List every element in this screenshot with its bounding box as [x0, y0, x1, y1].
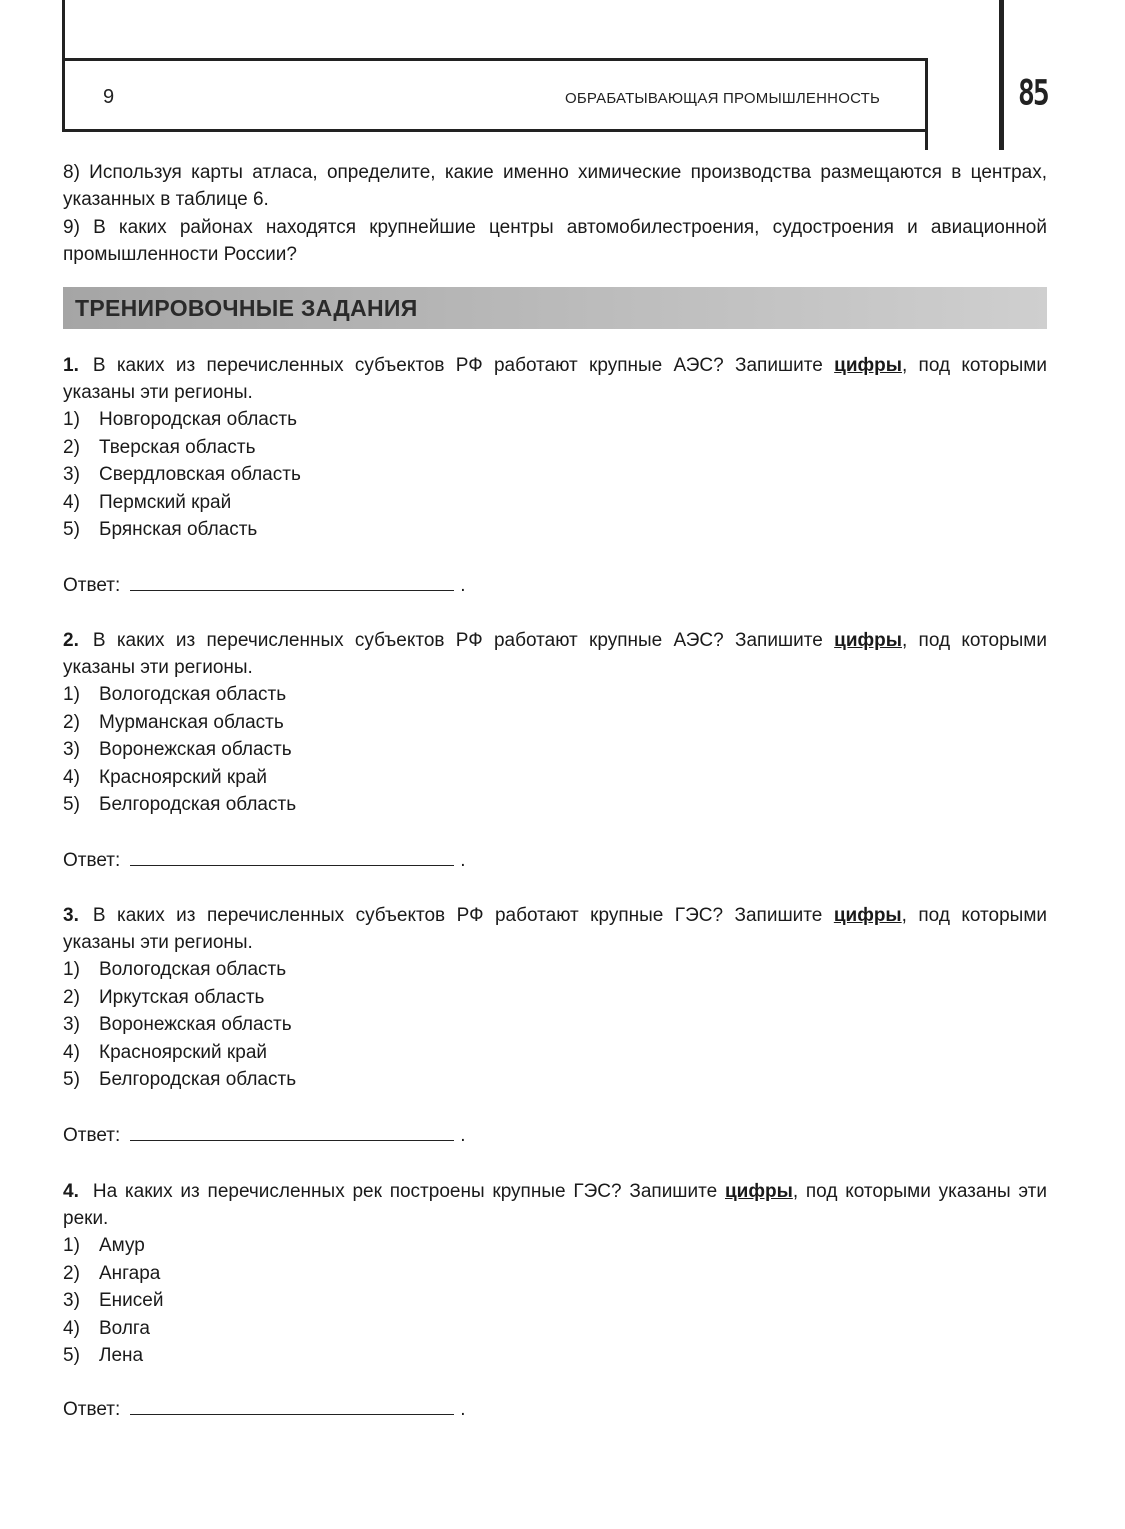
- option-number: 2): [63, 1262, 80, 1284]
- answer-line[interactable]: [130, 573, 454, 591]
- option-item: [63, 461, 1047, 489]
- option-number: 2): [63, 986, 80, 1008]
- task-number: 1.: [63, 355, 79, 376]
- option-label: Енисей: [99, 1290, 164, 1311]
- option-label: Лена: [99, 1345, 144, 1366]
- header-frame-bottom: [62, 129, 928, 132]
- option-number: 5): [63, 794, 80, 815]
- option-item: [63, 736, 1047, 764]
- answer-period: .: [460, 850, 466, 871]
- options-list: [63, 956, 1047, 1094]
- page-number: 85: [1018, 72, 1048, 114]
- option-number: 4): [63, 1317, 80, 1339]
- answer-line[interactable]: [130, 1123, 454, 1141]
- task-text: В каких из перечисленных субъектов РФ работают крупные АЭС? Запишите: [92, 630, 823, 651]
- options-list: [63, 681, 1047, 819]
- options-list: [63, 1232, 1047, 1370]
- option-number: 3): [63, 739, 80, 760]
- task-text: В каких из перечисленных субъектов РФ работают крупные АЭС? Запишите: [92, 355, 823, 376]
- chapter-title: ОБРАБАТЫВАЮЩАЯ ПРОМЫШЛЕННОСТЬ: [565, 90, 881, 107]
- intro-question-8: 8) Используя карты атласа, определите, какие именно химические производства размещаются в центрах, указанных в таблице 6.: [63, 162, 1047, 210]
- answer-label: Ответ:: [63, 575, 121, 596]
- option-label: Красноярский край: [99, 766, 267, 788]
- option-number: 4): [63, 1041, 80, 1063]
- option-item: [63, 709, 1047, 737]
- option-label: Амур: [99, 1235, 145, 1256]
- option-number: 5): [63, 519, 80, 540]
- task-question: [63, 352, 1047, 406]
- intro-question-9: 9) В каких районах находятся крупнейшие центры автомобилестроения, судостроения и авиационной промышленности России?: [63, 217, 1047, 265]
- option-number: 3): [63, 464, 80, 485]
- option-item: [63, 1039, 1047, 1067]
- option-number: 2): [63, 711, 80, 733]
- option-item: [63, 434, 1047, 462]
- option-label: Красноярский край: [99, 1041, 267, 1063]
- option-item: [63, 1011, 1047, 1039]
- option-item: [63, 1315, 1047, 1343]
- option-label: Волга: [99, 1317, 150, 1339]
- page-edge-bar: [999, 0, 1004, 150]
- option-label: Белгородская область: [99, 794, 297, 815]
- task-number: 3.: [63, 905, 79, 926]
- section-title: ТРЕНИРОВОЧНЫЕ ЗАДАНИЯ: [75, 295, 418, 321]
- task-4: [63, 1178, 1047, 1370]
- option-item: [63, 956, 1047, 984]
- task-1: [63, 352, 1047, 544]
- option-number: 3): [63, 1290, 80, 1311]
- task-number: 2.: [63, 630, 79, 651]
- answer-period: .: [460, 1399, 466, 1420]
- task-keyword: цифры: [725, 1181, 793, 1202]
- answer-row-4: [63, 1397, 466, 1422]
- option-number: 4): [63, 491, 80, 513]
- task-3: [63, 902, 1047, 1094]
- task-2: [63, 627, 1047, 819]
- option-item: [63, 791, 1047, 819]
- option-label: Белгородская область: [99, 1069, 297, 1090]
- answer-row-1: [63, 573, 466, 598]
- option-label: Вологодская область: [99, 959, 287, 980]
- task-number: 4.: [63, 1181, 79, 1202]
- task-question: [63, 902, 1047, 956]
- option-number: 3): [63, 1014, 80, 1035]
- option-label: Свердловская область: [99, 464, 301, 485]
- chapter-number: 9: [103, 86, 115, 108]
- option-label: Вологодская область: [99, 684, 287, 705]
- section-header: [63, 287, 1047, 329]
- option-item: [63, 1342, 1047, 1370]
- answer-label: Ответ:: [63, 850, 121, 871]
- option-number: 5): [63, 1345, 80, 1366]
- answer-period: .: [460, 1125, 466, 1146]
- option-label: Мурманская область: [99, 711, 284, 733]
- option-item: [63, 1287, 1047, 1315]
- answer-row-3: [63, 1123, 466, 1148]
- task-text-end: , под которыми указаны эти реки.: [63, 1181, 1047, 1229]
- task-text: На каких из перечисленных рек построены крупные ГЭС? Запишите: [92, 1181, 718, 1202]
- task-keyword: цифры: [834, 630, 902, 651]
- option-number: 1): [63, 409, 80, 430]
- header-frame-left: [62, 0, 65, 132]
- option-label: Иркутская область: [99, 986, 265, 1008]
- option-item: [63, 1232, 1047, 1260]
- option-item: [63, 1066, 1047, 1094]
- task-keyword: цифры: [833, 905, 902, 926]
- answer-line[interactable]: [130, 1397, 454, 1415]
- task-text-end: , под которыми указаны эти регионы.: [63, 630, 1047, 678]
- option-label: Брянская область: [99, 519, 258, 540]
- option-number: 2): [63, 436, 80, 458]
- option-item: [63, 489, 1047, 517]
- answer-row-2: [63, 848, 466, 873]
- header-frame-right: [925, 58, 928, 150]
- option-number: 1): [63, 684, 80, 705]
- option-number: 5): [63, 1069, 80, 1090]
- option-number: 4): [63, 766, 80, 788]
- options-list: [63, 406, 1047, 544]
- task-text: В каких из перечисленных субъектов РФ работают крупные ГЭС? Запишите: [92, 905, 823, 926]
- option-item: [63, 984, 1047, 1012]
- option-item: [63, 681, 1047, 709]
- answer-line[interactable]: [130, 848, 454, 866]
- option-label: Воронежская область: [99, 739, 292, 760]
- option-item: [63, 516, 1047, 544]
- task-question: [63, 1178, 1047, 1232]
- option-item: [63, 406, 1047, 434]
- header-frame-top: [62, 58, 928, 61]
- option-label: Пермский край: [99, 491, 232, 513]
- task-keyword: цифры: [834, 355, 902, 376]
- answer-label: Ответ:: [63, 1125, 121, 1146]
- task-question: [63, 627, 1047, 681]
- option-number: 1): [63, 1235, 80, 1256]
- option-label: Ангара: [99, 1262, 161, 1284]
- option-label: Воронежская область: [99, 1014, 292, 1035]
- option-item: [63, 1260, 1047, 1288]
- option-item: [63, 764, 1047, 792]
- answer-label: Ответ:: [63, 1399, 121, 1420]
- task-text-end: , под которыми указаны эти регионы.: [63, 355, 1047, 403]
- option-label: Новгородская область: [99, 409, 297, 430]
- task-text-end: , под которыми указаны эти регионы.: [63, 905, 1048, 953]
- option-label: Тверская область: [99, 436, 256, 458]
- option-number: 1): [63, 959, 80, 980]
- answer-period: .: [460, 575, 466, 596]
